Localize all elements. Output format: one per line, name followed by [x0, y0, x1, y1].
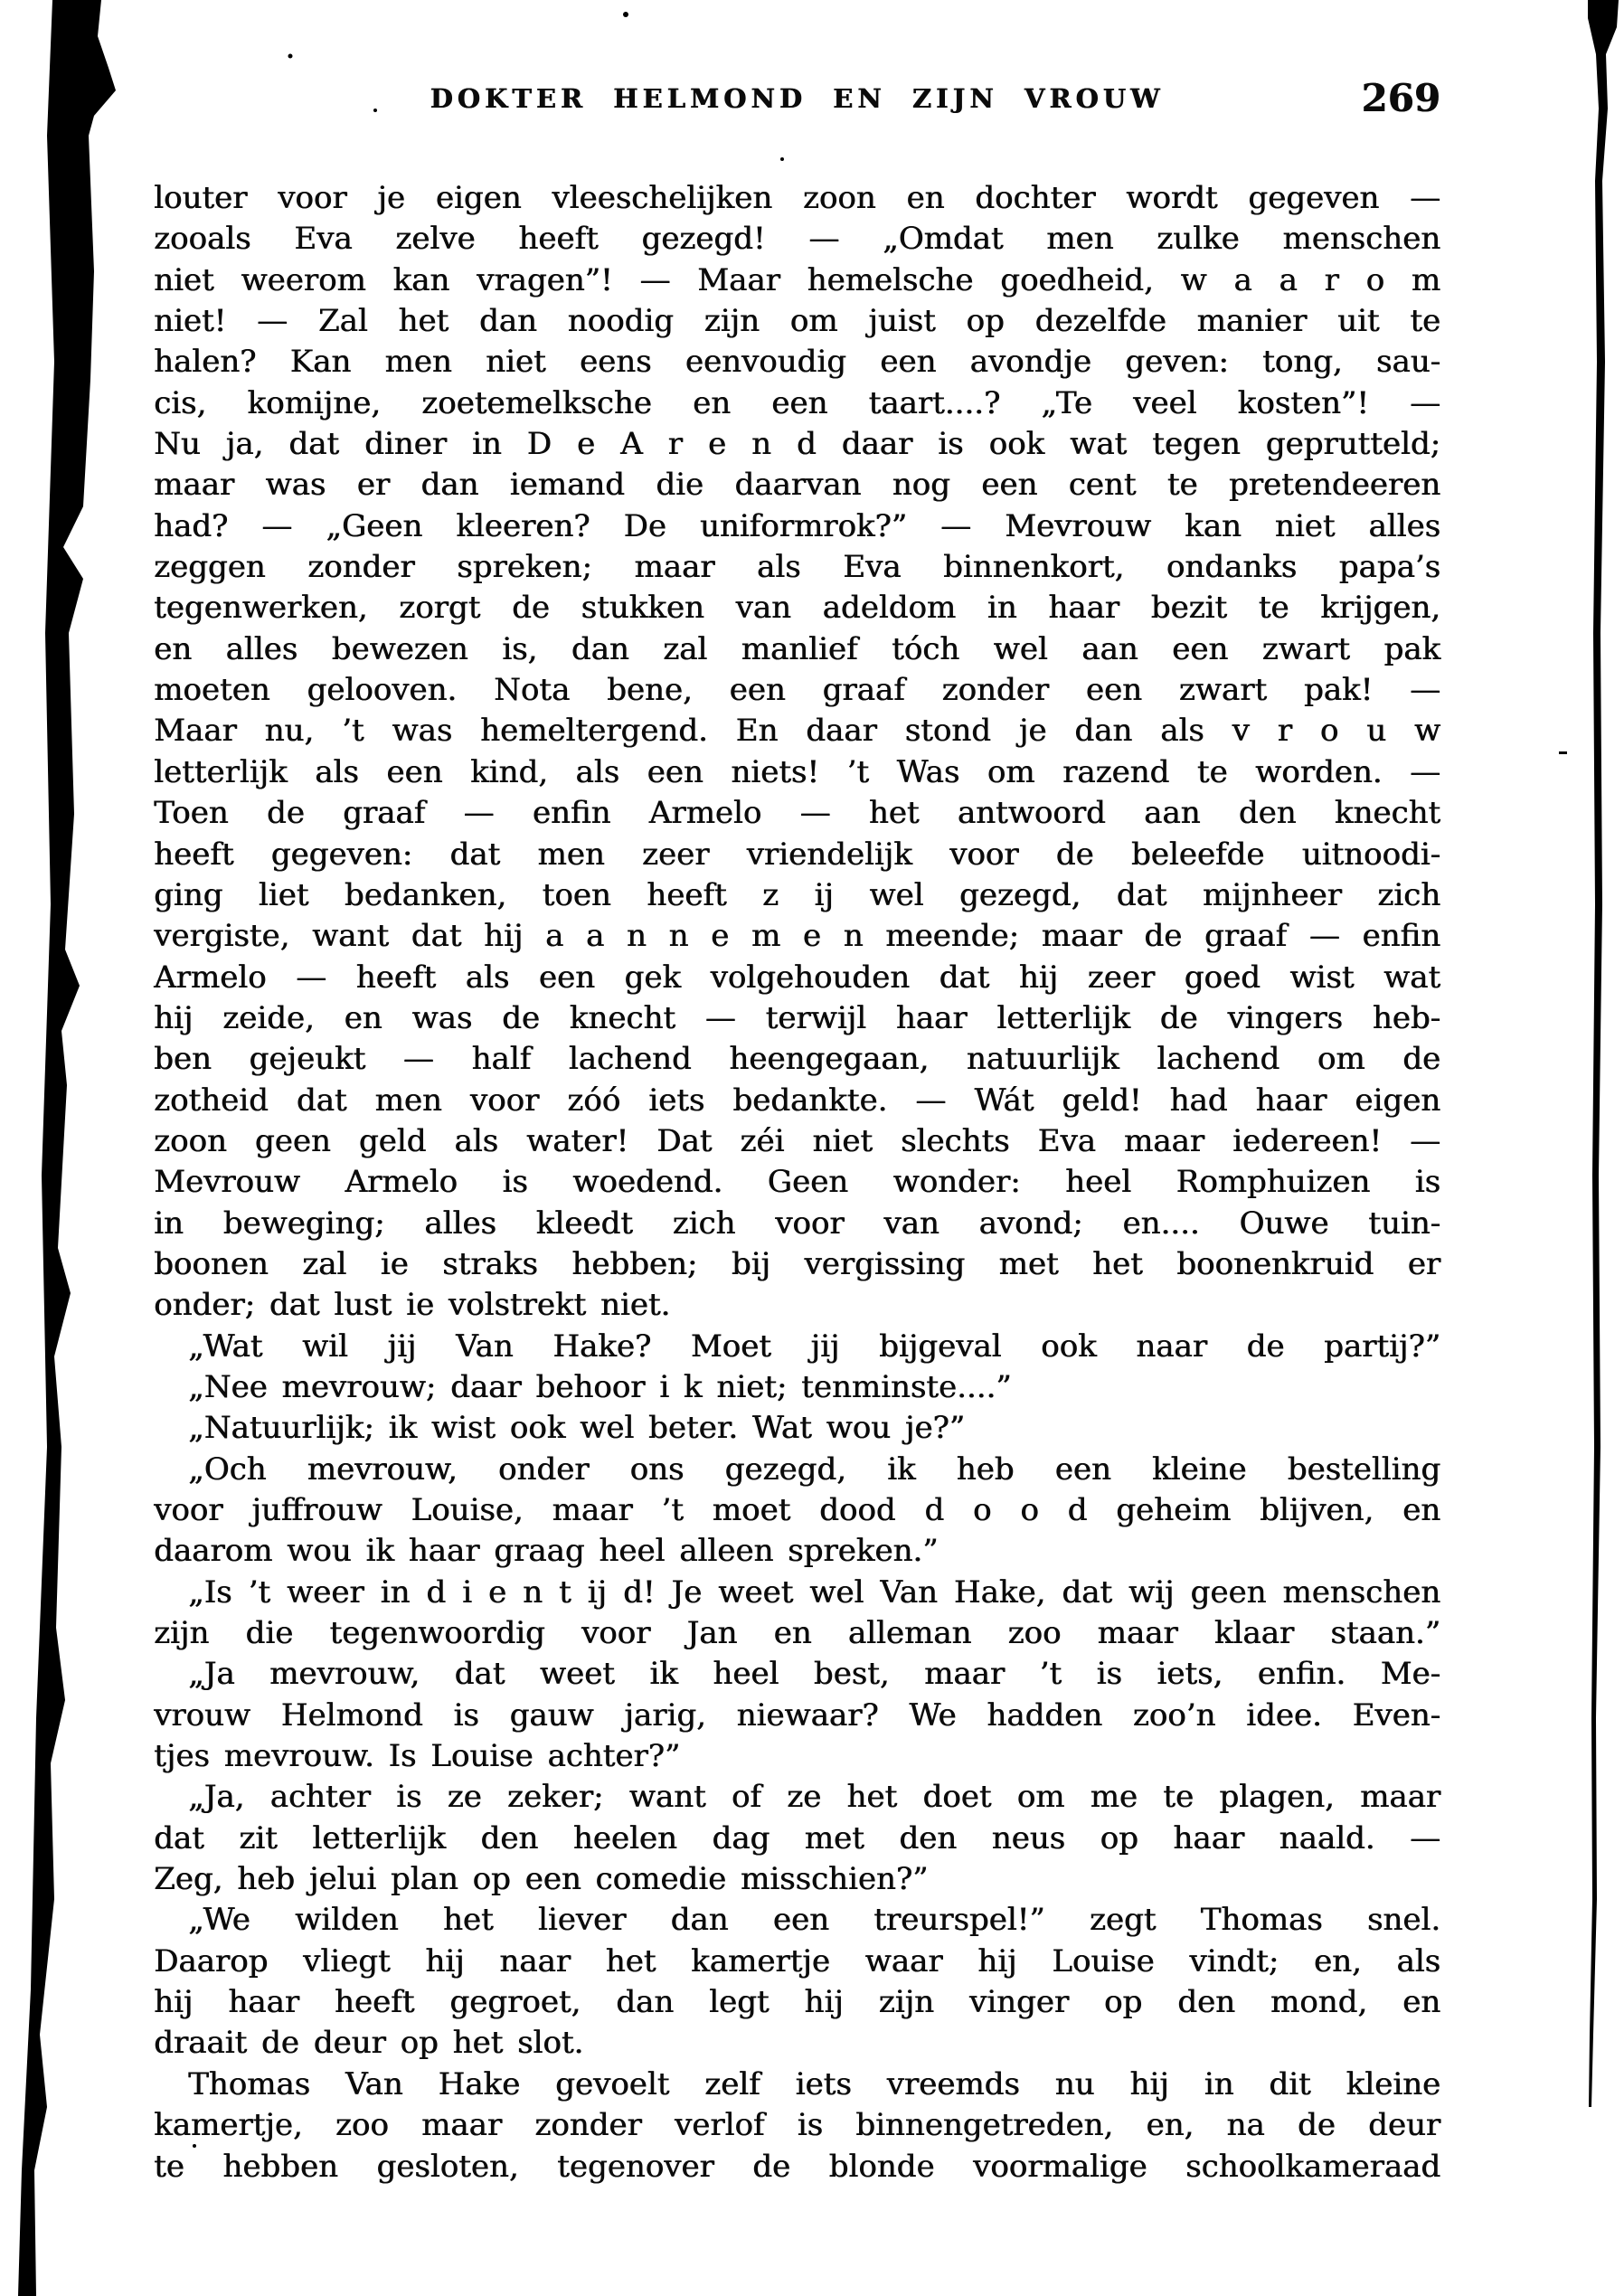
- text-line: in beweging; alles kleedt zich voor van avond; en.... Ouwe tuin-: [154, 1205, 1440, 1242]
- text-line: boonen zal ie straks hebben; bij vergissing met het boonenkruid er: [154, 1245, 1440, 1282]
- text-line: „Nee mevrouw; daar behoor i k niet; tenminste....”: [188, 1368, 1012, 1405]
- binding-shadow-left: [18, 0, 116, 2296]
- text-line: „Ja, achter is ze zeker; want of ze het doet om me te plagen, maar: [188, 1779, 1440, 1816]
- text-line: hij zeide, en was de knecht — terwijl haar letterlijk de vingers heb-: [154, 999, 1440, 1036]
- text-line: voor juffrouw Louise, maar ’t moet dood d o o d geheim blijven, en: [154, 1492, 1440, 1528]
- scan-speck: [623, 12, 628, 17]
- text-line: daarom wou ik haar graag heel alleen spreken.”: [154, 1533, 939, 1570]
- text-line: zeggen zonder spreken; maar als Eva binnenkort, ondanks papa’s: [154, 549, 1440, 586]
- text-line: hij haar heeft gegroet, dan legt hij zijn vinger op den mond, en: [154, 1984, 1440, 2021]
- text-line: halen? Kan men niet eens eenvoudig een avondje geven: tong, sau-: [154, 344, 1440, 381]
- text-line: heeft gegeven: dat men zeer vriendelijk voor de beleefde uitnoodi-: [154, 836, 1440, 873]
- scan-speck: [780, 157, 784, 161]
- text-line: louter voor je eigen vleeschelijken zoon en dochter wordt gegeven —: [154, 180, 1440, 216]
- text-line: Zeg, heb jelui plan op een comedie misschien?”: [154, 1861, 929, 1898]
- text-line: zooals Eva zelve heeft gezegd! — „Omdat men zulke menschen: [154, 221, 1440, 258]
- text-line: Toen de graaf — enfin Armelo — het antwoord aan den knecht: [154, 795, 1440, 832]
- text-line: niet weerom kan vragen”! — Maar hemelsche goedheid, w a a r o m: [154, 261, 1440, 298]
- text-line: Mevrouw Armelo is woedend. Geen wonder: heel Romphuizen is: [154, 1164, 1440, 1201]
- text-line: „Natuurlijk; ik wist ook wel beter. Wat wou je?”: [188, 1410, 966, 1447]
- text-line: niet! — Zal het dan noodig zijn om juist op dezelfde manier uit te: [154, 303, 1440, 340]
- text-line: had? — „Geen kleeren? De uniformrok?” — Mevrouw kan niet alles: [154, 507, 1440, 544]
- text-line: kamertje, zoo maar zonder verlof is binnengetreden, en, na de deur: [154, 2107, 1440, 2144]
- text-line: Daarop vliegt hij naar het kamertje waar hij Louise vindt; en, als: [154, 1942, 1440, 1979]
- text-line: tegenwerken, zorgt de stukken van adeldom in haar bezit te krijgen,: [154, 590, 1440, 627]
- text-line: dat zit letterlijk den heelen dag met den neus op haar naald. —: [154, 1819, 1440, 1857]
- text-line: moeten gelooven. Nota bene, een graaf zonder een zwart pak! —: [154, 672, 1440, 709]
- text-line: tjes mevrouw. Is Louise achter?”: [154, 1738, 681, 1775]
- text-line: maar was er dan iemand die daarvan nog een cent te pretendeeren: [154, 467, 1440, 504]
- text-line: Armelo — heeft als een gek volgehouden dat hij zeer goed wist wat: [154, 959, 1440, 996]
- text-line: zijn die tegenwoordig voor Jan en alleman zoo maar klaar staan.”: [154, 1615, 1440, 1652]
- text-line: en alles bewezen is, dan zal manlief tóch wel aan een zwart pak: [154, 630, 1440, 667]
- text-line: Thomas Van Hake gevoelt zelf iets vreemds nu hij in dit kleine: [188, 2065, 1440, 2102]
- text-line: „Wat wil jij Van Hake? Moet jij bijgeval ook naar de partij?”: [188, 1328, 1440, 1365]
- running-header-title: DOKTER HELMOND EN ZIJN VROUW: [430, 83, 1165, 114]
- text-line: „Is ’t weer in d i e n t ij d! Je weet wel Van Hake, dat wij geen menschen: [188, 1573, 1440, 1611]
- text-line: vrouw Helmond is gauw jarig, niewaar? We hadden zoo’n idee. Even-: [154, 1696, 1440, 1734]
- body-text: [154, 178, 1440, 2187]
- text-line: „We wilden het liever dan een treurspel!” zegt Thomas snel.: [188, 1902, 1440, 1939]
- text-line: Nu ja, dat diner in D e A r e n d daar is ook wat tegen geprutteld;: [154, 426, 1440, 463]
- text-line: cis, komijne, zoetemelksche en een taart....? „Te veel kosten”! —: [154, 384, 1440, 421]
- text-line: onder; dat lust ie volstrekt niet.: [154, 1287, 671, 1324]
- text-line: Maar nu, ’t was hemeltergend. En daar stond je dan als v r o u w: [154, 713, 1440, 750]
- text-line: zotheid dat men voor zóó iets bedankte. — Wát geld! had haar eigen: [154, 1082, 1440, 1119]
- scan-speck: [1559, 751, 1567, 754]
- text-line: „Ja mevrouw, dat weet ik heel best, maar ’t is iets, enfin. Me-: [188, 1656, 1440, 1693]
- text-line: te hebben gesloten, tegenover de blonde voormalige schoolkameraad: [154, 2148, 1440, 2185]
- page-edge-right: [1588, 0, 1619, 2107]
- text-line: draait de deur op het slot.: [154, 2025, 584, 2062]
- scan-speck: [288, 54, 293, 59]
- text-line: „Och mevrouw, onder ons gezegd, ik heb een kleine bestelling: [188, 1450, 1440, 1488]
- text-line: letterlijk als een kind, als een niets! ’t Was om razend te worden. —: [154, 753, 1440, 790]
- text-line: ging liet bedanken, toen heeft z ij wel gezegd, dat mijnheer zich: [154, 876, 1440, 913]
- text-line: zoon geen geld als water! Dat zéi niet slechts Eva maar iedereen! —: [154, 1122, 1440, 1159]
- text-line: ben gejeukt — half lachend heengegaan, natuurlijk lachend om de: [154, 1041, 1440, 1078]
- page-number: 269: [1361, 76, 1440, 120]
- text-line: vergiste, want dat hij a a n n e m e n meende; maar de graaf — enfin: [154, 918, 1440, 955]
